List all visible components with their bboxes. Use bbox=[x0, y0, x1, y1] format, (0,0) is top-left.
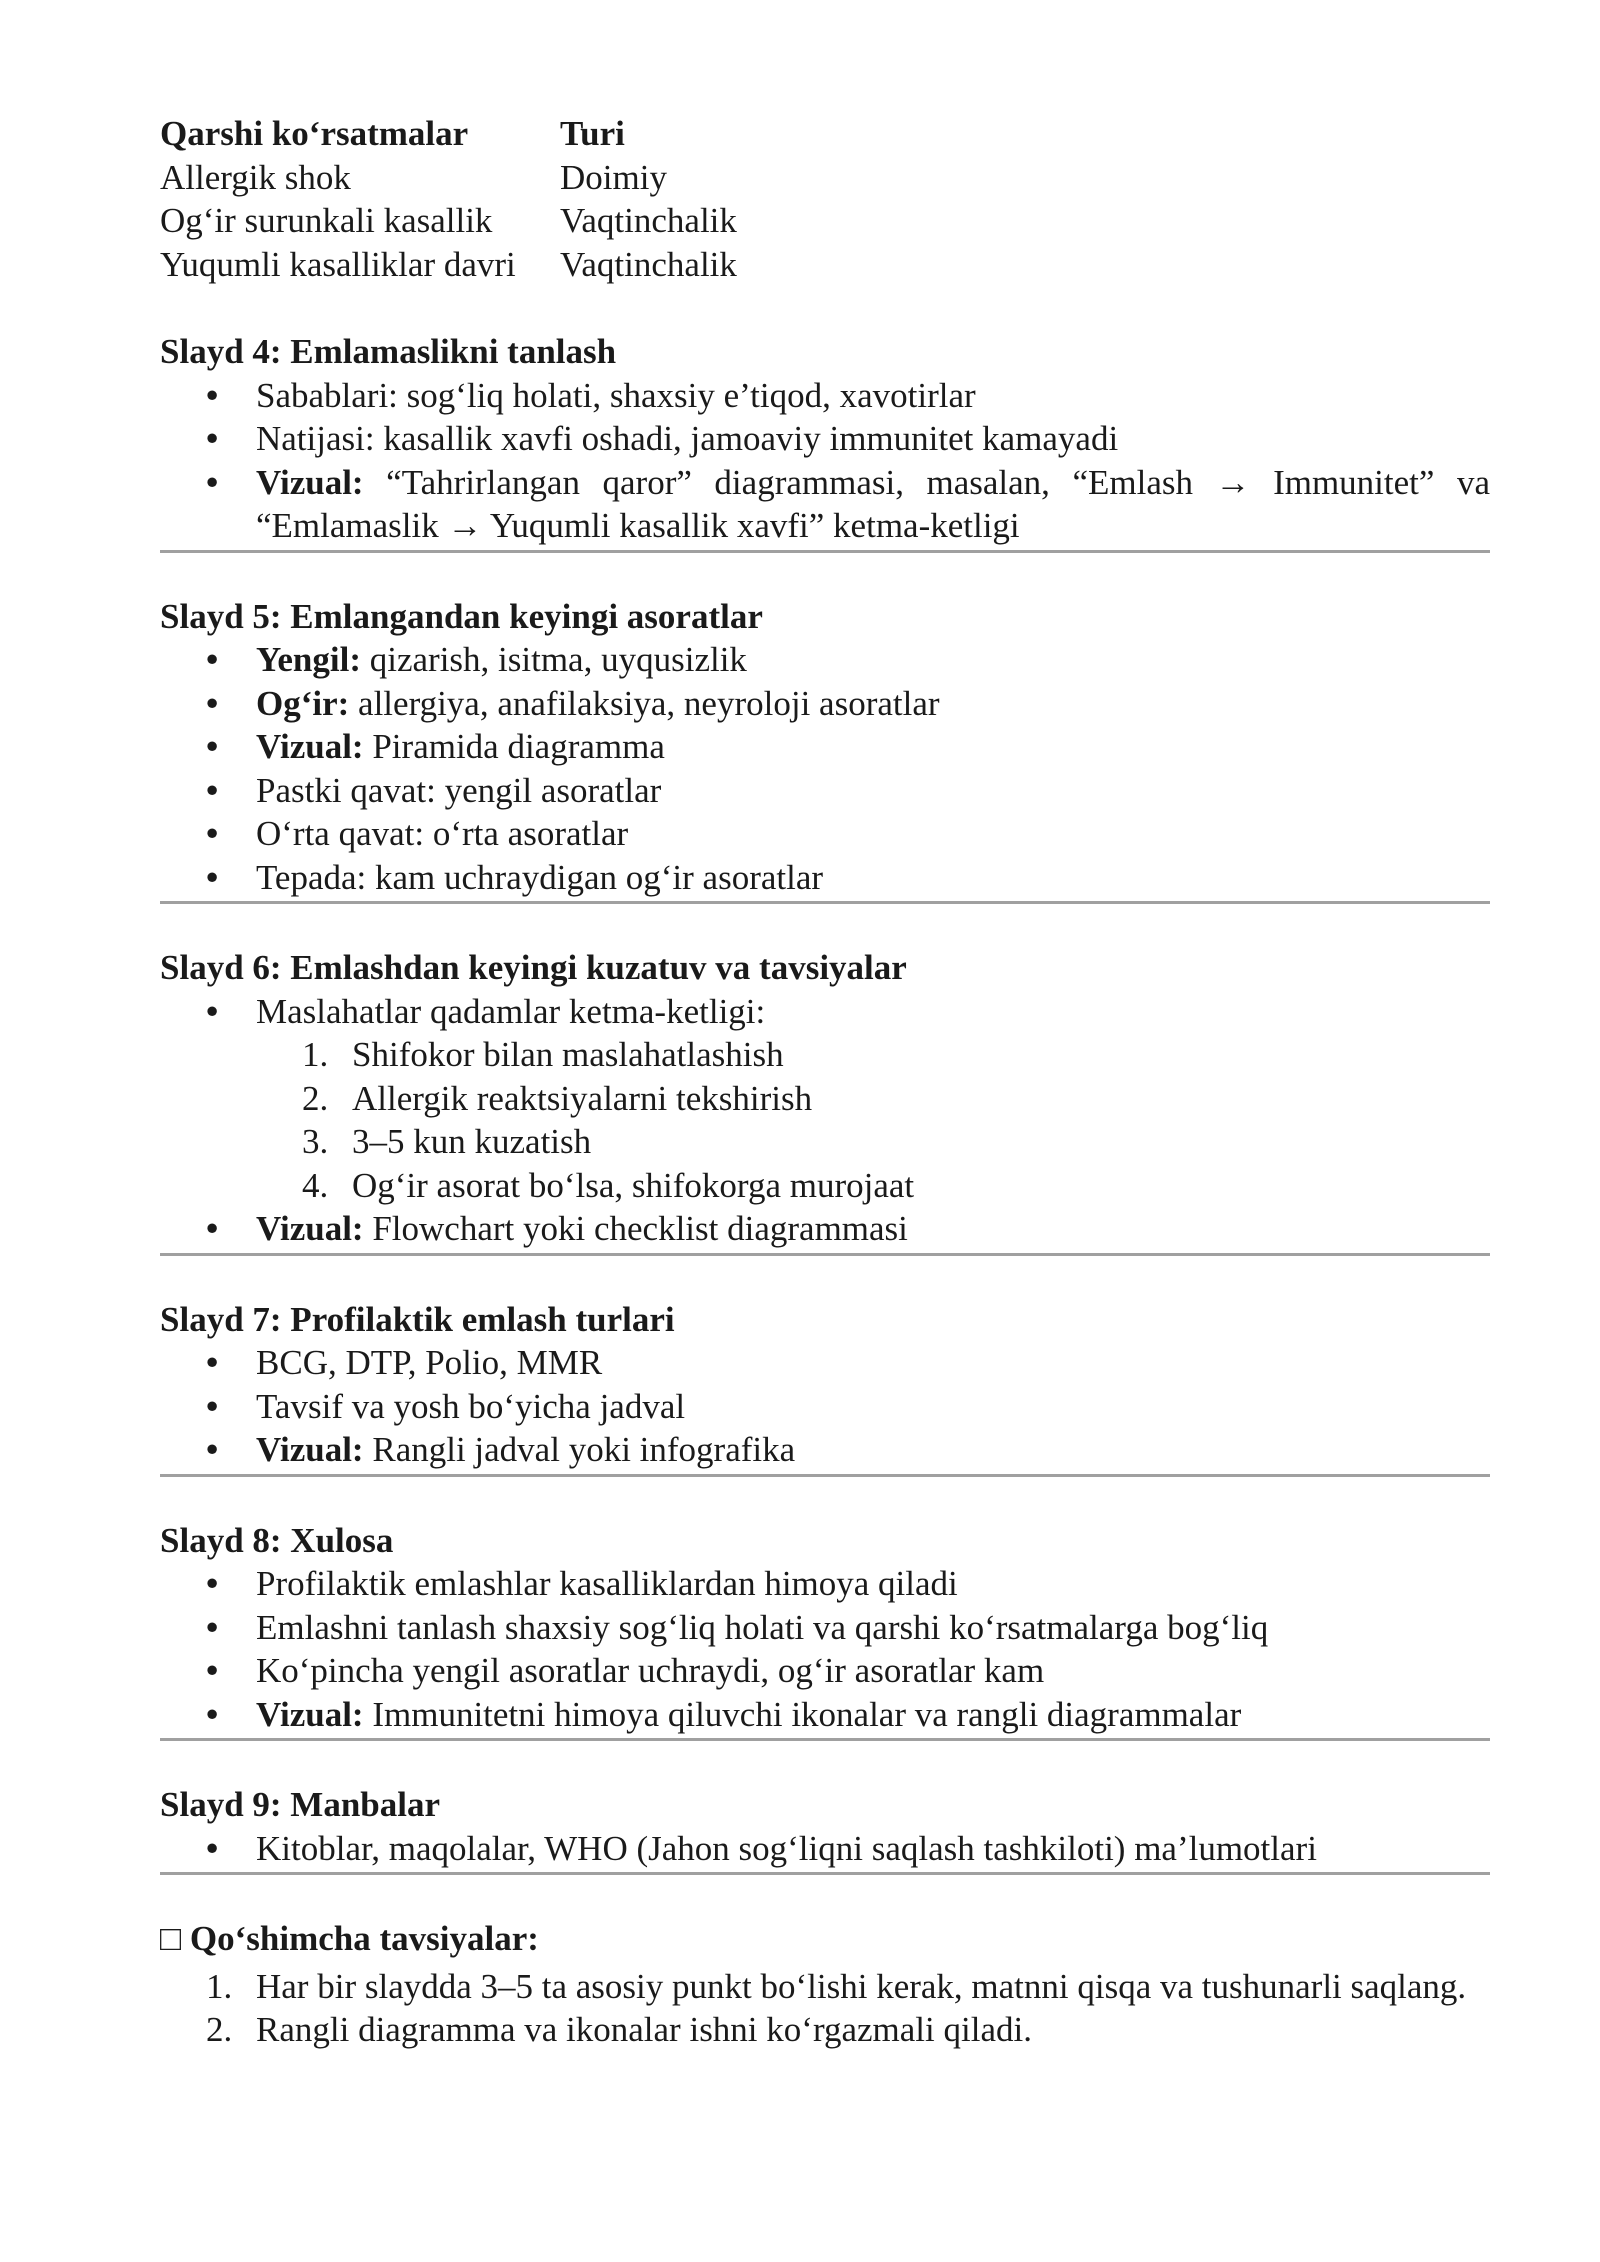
list-item bbox=[160, 1077, 1490, 1121]
list-item bbox=[160, 1965, 1490, 2009]
list-item bbox=[160, 1649, 1490, 1693]
list-item-label: Vizual: bbox=[256, 1430, 364, 1469]
list-item-text: qizarish, isitma, uyqusizlik bbox=[361, 640, 747, 679]
table-cell: Vaqtinchalik bbox=[560, 244, 737, 284]
section-divider bbox=[160, 1474, 1490, 1477]
bullet-list bbox=[160, 990, 1490, 1034]
table-cell: Yuqumli kasalliklar davri bbox=[160, 244, 516, 284]
steps-list bbox=[160, 1033, 1490, 1207]
list-item bbox=[160, 1693, 1490, 1737]
document-page bbox=[160, 112, 1490, 2052]
bullet-icon: • bbox=[206, 1828, 219, 1868]
list-item-text: Har bir slaydda 3–5 ta asosiy punkt bo‘lishi kerak, matnni qisqa va tushunarli saqlang. bbox=[256, 1966, 1467, 2006]
table-header-row bbox=[160, 112, 737, 156]
list-item-text: Natijasi: kasallik xavfi oshadi, jamoaviy immunitet kamayadi bbox=[256, 419, 1119, 458]
list-item bbox=[160, 1341, 1490, 1385]
section-title: Slayd 4: Emlamaslikni tanlash bbox=[160, 332, 617, 371]
list-item-text: Kitoblar, maqolalar, WHO (Jahon sog‘liqni saqlash tashkiloti) ma’lumotlari bbox=[256, 1828, 1317, 1868]
tips-list bbox=[160, 1965, 1490, 2052]
list-item bbox=[160, 1385, 1490, 1429]
bullet-icon: • bbox=[206, 375, 219, 415]
placeholder-box-icon: □ bbox=[160, 1919, 182, 1958]
list-item bbox=[160, 638, 1490, 682]
bullet-icon: • bbox=[206, 419, 219, 458]
list-item-text: Ko‘pincha yengil asoratlar uchraydi, og‘ir asoratlar kam bbox=[256, 1651, 1045, 1690]
list-item-text: Tavsif va yosh bo‘yicha jadval bbox=[256, 1386, 686, 1426]
section-extra-recommendations bbox=[160, 1917, 1490, 2052]
list-item-text: “Tahrirlangan qaror” diagrammasi, masalan, “Emlash → Immunitet” va “Emlamaslik → Yuqumli kasallik xavfi” ketma-ketligi bbox=[256, 462, 1490, 545]
section-divider bbox=[160, 1872, 1490, 1875]
bullet-list bbox=[160, 374, 1490, 548]
bullet-icon: • bbox=[206, 1430, 219, 1469]
list-item bbox=[160, 725, 1490, 769]
list-item bbox=[160, 417, 1490, 461]
list-item-text: Tepada: kam uchraydigan og‘ir asoratlar bbox=[256, 857, 824, 897]
section-divider bbox=[160, 1738, 1490, 1741]
list-item-label: Og‘ir: bbox=[256, 683, 350, 723]
list-number: 2. bbox=[206, 2010, 233, 2049]
list-item bbox=[160, 2008, 1490, 2052]
section-title: Slayd 9: Manbalar bbox=[160, 1785, 441, 1824]
bullet-icon: • bbox=[206, 1564, 219, 1603]
list-item-text: Profilaktik emlashlar kasalliklardan himoya qiladi bbox=[256, 1564, 958, 1603]
table-header-cell: Turi bbox=[560, 114, 625, 153]
table-header-cell: Qarshi ko‘rsatmalar bbox=[160, 114, 469, 153]
section-title-text: Qo‘shimcha tavsiyalar: bbox=[189, 1919, 539, 1958]
bullet-list bbox=[160, 1207, 1490, 1251]
list-item-text: Flowchart yoki checklist diagrammasi bbox=[363, 1209, 908, 1248]
contraindications-table bbox=[160, 112, 737, 286]
list-item-text: O‘rta qavat: o‘rta asoratlar bbox=[256, 814, 629, 853]
list-item-text: Og‘ir asorat bo‘lsa, shifokorga murojaat bbox=[352, 1165, 915, 1205]
section-title bbox=[160, 1917, 1490, 1961]
list-item bbox=[160, 1164, 1490, 1208]
list-item bbox=[160, 461, 1490, 548]
section-divider bbox=[160, 901, 1490, 904]
section-slide-8 bbox=[160, 1519, 1490, 1742]
section-title: Slayd 5: Emlangandan keyingi asoratlar bbox=[160, 596, 763, 636]
section-title: Slayd 7: Profilaktik emlash turlari bbox=[160, 1299, 675, 1339]
bullet-list bbox=[160, 1341, 1490, 1472]
list-item-text: allergiya, anafilaksiya, neyroloji asoratlar bbox=[349, 683, 940, 723]
bullet-icon: • bbox=[206, 640, 219, 679]
list-item bbox=[160, 1033, 1490, 1077]
bullet-icon: • bbox=[206, 770, 219, 810]
section-slide-7 bbox=[160, 1298, 1490, 1477]
table-row bbox=[160, 199, 737, 243]
table-cell: Allergik shok bbox=[160, 157, 351, 197]
list-item bbox=[160, 1428, 1490, 1472]
list-item bbox=[160, 1562, 1490, 1606]
list-item bbox=[160, 374, 1490, 418]
list-item-text: 3–5 kun kuzatish bbox=[352, 1122, 592, 1161]
bullet-icon: • bbox=[206, 1694, 219, 1734]
section-divider bbox=[160, 1253, 1490, 1256]
bullet-icon: • bbox=[206, 857, 219, 897]
section-slide-4 bbox=[160, 330, 1490, 553]
section-title: Slayd 8: Xulosa bbox=[160, 1520, 394, 1560]
bullet-icon: • bbox=[206, 991, 219, 1031]
table-row bbox=[160, 156, 737, 200]
list-item-label: Yengil: bbox=[256, 640, 361, 679]
list-item-label: Vizual: bbox=[256, 1694, 364, 1734]
section-slide-6 bbox=[160, 946, 1490, 1256]
list-item-text: Shifokor bilan maslahatlashish bbox=[352, 1035, 784, 1074]
list-item-text: Emlashni tanlash shaxsiy sog‘liq holati va qarshi ko‘rsatmalarga bog‘liq bbox=[256, 1607, 1269, 1647]
bullet-list bbox=[160, 1562, 1490, 1736]
list-item bbox=[160, 769, 1490, 813]
list-number: 1. bbox=[302, 1035, 329, 1074]
list-number: 1. bbox=[206, 1966, 233, 2006]
list-item-text: Sabablari: sog‘liq holati, shaxsiy e’tiqod, xavotirlar bbox=[256, 375, 976, 415]
bullet-icon: • bbox=[206, 1607, 219, 1647]
list-item-label: Vizual: bbox=[256, 1209, 364, 1248]
list-item bbox=[160, 1827, 1490, 1871]
list-item-text: Piramida diagramma bbox=[363, 727, 665, 766]
section-title: Slayd 6: Emlashdan keyingi kuzatuv va tavsiyalar bbox=[160, 948, 907, 987]
list-item-label: Vizual: bbox=[256, 462, 364, 502]
list-item bbox=[160, 990, 1490, 1034]
bullet-icon: • bbox=[206, 1343, 219, 1382]
list-item bbox=[160, 1120, 1490, 1164]
table-row bbox=[160, 243, 737, 287]
bullet-list bbox=[160, 638, 1490, 899]
list-number: 4. bbox=[302, 1165, 329, 1205]
list-item bbox=[160, 856, 1490, 900]
bullet-icon: • bbox=[206, 683, 219, 723]
list-item-text: Pastki qavat: yengil asoratlar bbox=[256, 770, 662, 810]
list-item-text: Immunitetni himoya qiluvchi ikonalar va rangli diagrammalar bbox=[363, 1694, 1242, 1734]
bullet-icon: • bbox=[206, 1386, 219, 1426]
list-item-text: BCG, DTP, Polio, MMR bbox=[256, 1343, 603, 1382]
list-item bbox=[160, 682, 1490, 726]
section-divider bbox=[160, 550, 1490, 553]
bullet-list bbox=[160, 1827, 1490, 1871]
list-item-text: Maslahatlar qadamlar ketma-ketligi: bbox=[256, 991, 766, 1031]
bullet-icon: • bbox=[206, 1651, 219, 1690]
bullet-icon: • bbox=[206, 462, 219, 502]
bullet-icon: • bbox=[206, 1209, 219, 1248]
list-item-text: Rangli jadval yoki infografika bbox=[363, 1430, 796, 1469]
list-item bbox=[160, 812, 1490, 856]
list-item-text: Allergik reaktsiyalarni tekshirish bbox=[352, 1078, 813, 1118]
section-slide-9 bbox=[160, 1783, 1490, 1875]
list-number: 3. bbox=[302, 1122, 329, 1161]
table-cell: Vaqtinchalik bbox=[560, 201, 737, 240]
list-item-text: Rangli diagramma va ikonalar ishni ko‘rgazmali qiladi. bbox=[256, 2010, 1032, 2049]
list-item-label: Vizual: bbox=[256, 727, 364, 766]
list-item bbox=[160, 1207, 1490, 1251]
section-slide-5 bbox=[160, 595, 1490, 905]
list-item bbox=[160, 1606, 1490, 1650]
table-cell: Og‘ir surunkali kasallik bbox=[160, 201, 493, 240]
list-number: 2. bbox=[302, 1078, 329, 1118]
table-cell: Doimiy bbox=[560, 157, 667, 197]
bullet-icon: • bbox=[206, 814, 219, 853]
bullet-icon: • bbox=[206, 727, 219, 766]
